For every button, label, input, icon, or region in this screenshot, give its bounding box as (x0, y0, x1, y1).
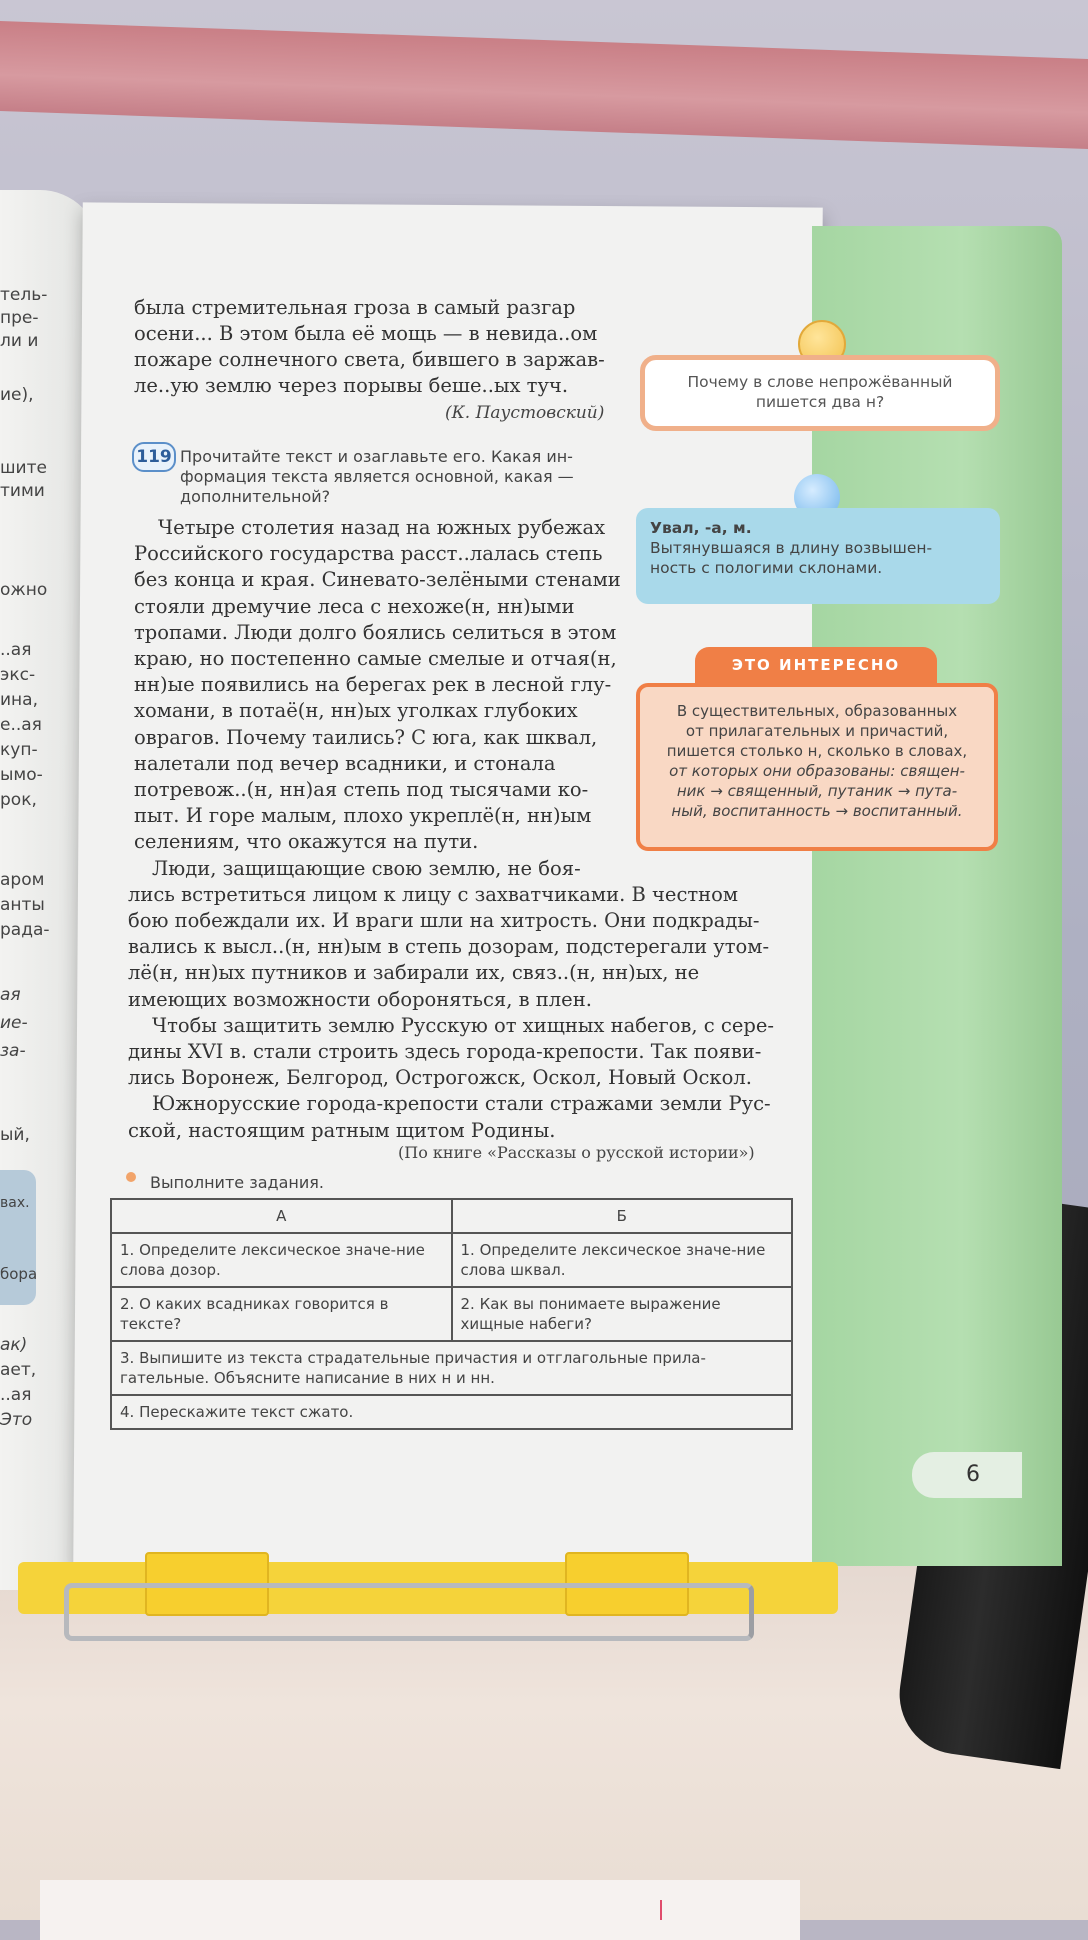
left-fragment: ожно (0, 580, 48, 600)
text-line: оврагов. Почему таились? С юга, как шквал, (134, 725, 598, 749)
text-line: нн)ые появились на берегах рек в лесной глу- (134, 673, 612, 697)
vocabulary-box (636, 508, 1000, 604)
left-fragment: тель- (0, 285, 48, 305)
vocabulary-word: Увал, -а, м. (650, 519, 752, 537)
text-line: пыт. И горе малым, плохо укреплё(н, нн)ым (134, 804, 592, 828)
left-fragment: ли и (0, 331, 39, 351)
table-cell: 4. Перескажите текст сжато. (111, 1395, 792, 1429)
left-fragment: ..ая (0, 640, 32, 660)
left-fragment: пре- (0, 308, 39, 328)
text-line: осени... В этом была её мощь — в невида..ом (134, 322, 598, 345)
left-blue-box (0, 1170, 36, 1305)
text-line: стояли дремучие леса с нехоже(н, нн)ыми (134, 594, 575, 618)
left-fragment: экс- (0, 665, 36, 685)
question-bubble (640, 355, 1000, 431)
vocabulary-definition: Вытянувшаяся в длину возвышен- (650, 539, 933, 557)
question-line: Почему в слове непрожёванный (687, 373, 953, 391)
text-line: лись Воронеж, Белгород, Острогожск, Оскол, Новый Оскол. (128, 1066, 752, 1090)
page-number: 6 (912, 1452, 1022, 1498)
text-line: лё(н, нн)ых путников и забирали их, связ..(н, нн)ых, не (128, 961, 700, 985)
left-fragment: ие), (0, 385, 34, 405)
left-fragment: рок, (0, 790, 37, 810)
text-line: потревож..(н, нн)ая степь под тысячами ко- (134, 778, 589, 801)
table-cell: 1. Определите лексическое значе-ние слова шквал. (452, 1233, 793, 1287)
left-fragment: куп- (0, 740, 38, 760)
left-fragment: Это (0, 1410, 33, 1430)
task-line: дополнительной? (180, 487, 331, 506)
vocabulary-definition: ность с пологими склонами. (650, 559, 883, 577)
tasks-table (110, 1198, 793, 1430)
interesting-line: ный, воспитанность → воспитанный. (671, 802, 963, 820)
interesting-line: ник → священный, путаник → пута- (676, 782, 958, 800)
column-a-header: А (111, 1199, 452, 1233)
text-line: вались к высл..(н, нн)ым в степь дозорам, подстерегали утом- (128, 935, 770, 959)
left-fragment: шите (0, 458, 47, 478)
interesting-line: от которых они образованы: священ- (669, 762, 965, 780)
text-line: Люди, защищающие свою землю, не боя- (152, 856, 581, 880)
task-line: формация текста является основной, какая — (180, 467, 574, 486)
left-fragment: за- (0, 1041, 26, 1061)
interesting-line: от прилагательных и причастий, (685, 722, 949, 740)
text-line: хомани, в потаё(н, нн)ых уголках глубоких (134, 699, 578, 723)
column-b-header: Б (452, 1199, 793, 1233)
left-fragment: ый, (0, 1125, 30, 1145)
interesting-tab: ЭТО ИНТЕРЕСНО (695, 647, 937, 683)
text-line: Южнорусские города-крепости стали стражами земли Рус- (152, 1092, 771, 1116)
left-fragment: вах. (0, 1195, 30, 1211)
left-fragment: ает, (0, 1360, 37, 1380)
left-fragment: ие- (0, 1013, 28, 1033)
text-line: Российского государства расст..лалась степь (134, 542, 603, 566)
text-line: ле..ую землю через порывы беше..ых туч. (134, 374, 569, 397)
text-line: бою побеждали их. И враги шли на хитрость. Они подкрады- (128, 909, 760, 932)
table-cell: 1. Определите лексическое значе-ние слова дозор. (111, 1233, 452, 1287)
left-fragment: ак) (0, 1335, 28, 1355)
left-fragment: ..ая (0, 1385, 32, 1405)
text-line: без конца и края. Синевато-зелёными стенами (134, 568, 621, 592)
text-line: лись встретиться лицом к лицу с захватчиками. В честном (128, 882, 739, 906)
left-fragment: ая (0, 985, 21, 1005)
text-line: краю, но постепенно самые смелые и отчая(н, (134, 647, 617, 670)
text-line: налетали под вечер всадники, и стонала (134, 751, 556, 775)
interesting-line: пишется столько н, сколько в словах, (666, 742, 968, 760)
exercise-task (180, 447, 574, 507)
left-fragment: аром (0, 870, 45, 890)
table-cell: 3. Выпишите из текста страдательные причастия и отглагольные прила-гательные. Объясните написание в них н и нн. (111, 1341, 792, 1395)
text-line: селениям, что окажутся на пути. (134, 830, 479, 854)
left-fragment: бора (0, 1265, 38, 1283)
exercise-number-badge: 119 (132, 442, 176, 472)
author-attribution: (К. Паустовский) (445, 403, 605, 423)
task-line: Прочитайте текст и озаглавьте его. Какая ин- (180, 447, 573, 466)
text-line: дины XVI в. стали строить здесь города-крепости. Так появи- (128, 1040, 762, 1063)
left-fragment: тими (0, 481, 45, 501)
text-line: была стремительная гроза в самый разгар (134, 296, 576, 319)
left-fragment: рада- (0, 920, 50, 940)
source-citation: (По книге «Рассказы о русской истории») (398, 1143, 755, 1162)
stand-wire (64, 1583, 754, 1641)
left-fragment: ымо- (0, 765, 43, 785)
left-fragment: ина, (0, 690, 38, 710)
text-line: ской, настоящим ратным щитом Родины. (128, 1118, 556, 1142)
table-cell: 2. Как вы понимаете выражение хищные набеги? (452, 1287, 793, 1341)
left-fragment: анты (0, 895, 45, 915)
tasks-heading: Выполните задания. (150, 1173, 324, 1192)
interesting-box (636, 683, 998, 851)
left-fragment: е..ая (0, 715, 42, 735)
text-line: Четыре столетия назад на южных рубежах (158, 516, 606, 539)
text-line: пожаре солнечного света, бившего в заржав- (134, 348, 605, 371)
paper-on-desk (40, 1880, 800, 1940)
pen-mark (660, 1900, 662, 1920)
table-cell: 2. О каких всадниках говорится в тексте? (111, 1287, 452, 1341)
text-line: Чтобы защитить землю Русскую от хищных набегов, с сере- (152, 1013, 775, 1037)
question-line: пишется два н? (755, 393, 885, 411)
text-line: имеющих возможности обороняться, в плен. (128, 987, 592, 1011)
interesting-line: В существительных, образованных (676, 702, 958, 720)
bullet-icon (126, 1172, 136, 1182)
text-line: тропами. Люди долго боялись селиться в этом (134, 620, 617, 644)
